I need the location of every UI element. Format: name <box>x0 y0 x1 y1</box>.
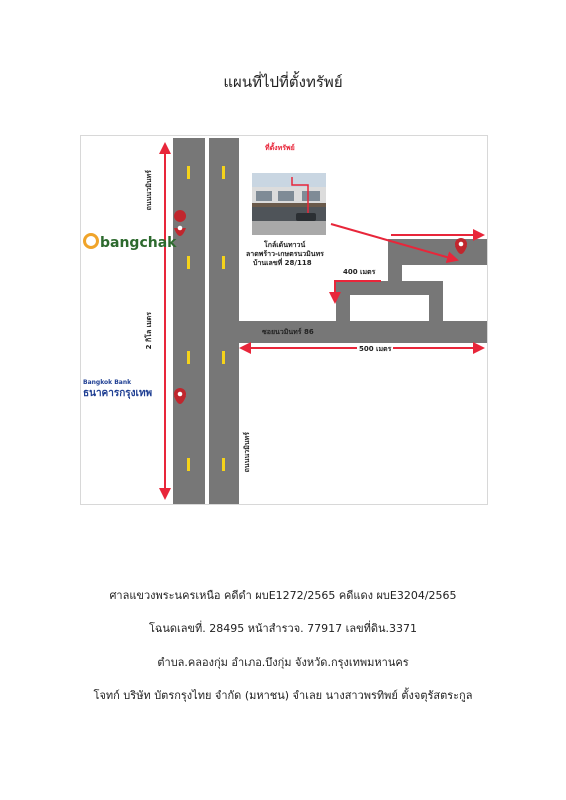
main-road-left <box>173 138 205 504</box>
property-photo <box>252 173 326 235</box>
main-road-right <box>209 138 239 504</box>
bangkok-bank-en: Bangkok Bank <box>83 379 132 386</box>
distance-500m-label: 500 เมตร <box>359 345 392 353</box>
bangkok-bank-th: ธนาคารกรุงเทพ <box>83 388 153 399</box>
road-label-left-bottom: ถนนนวมินทร์ <box>243 432 251 473</box>
location-map <box>80 135 488 505</box>
road-label-left-top: ถนนนวมินทร์ <box>145 170 153 211</box>
distance-400m-label: 400 เมตร <box>343 268 376 276</box>
bangchak-logo <box>83 233 176 251</box>
branch-road-right <box>429 281 443 321</box>
bangchak-ring-icon <box>83 233 99 249</box>
parties-line: โจทก์ บริษัท บัตรกรุงไทย จำกัด (มหาชน) จำเลย นางสาวพรทิพย์ ตั้งจตุรัสตระกูล <box>93 689 473 702</box>
bangkok-bank-logo <box>83 379 152 401</box>
bangchak-text: bangchak <box>100 235 177 251</box>
upper-road-horizontal <box>388 239 487 265</box>
property-area: ลาดพร้าว-เกษตรนวมินทร <box>246 250 324 258</box>
location-line: ตำบล.คลองกุ่ม อำเภอ.บึงกุ่ม จังหวัด.กรุงเทพมหานคร <box>157 656 409 669</box>
property-name: โกล์เด้นทาวน์ <box>264 241 306 249</box>
branch-road-horizontal <box>336 281 429 295</box>
soi-label: ซอยนวมินทร์ 86 <box>262 328 314 336</box>
court-case-line: ศาลแขวงพระนครเหนือ คดีดำ ผบE1272/2565 คดีแดง ผบE3204/2565 <box>109 589 457 602</box>
distance-2km-label: 2 กิโล เมตร <box>145 312 153 350</box>
deed-line: โฉนดเลขที่. 28495 หน้าสำรวจ. 77917 เลขที่ดิน.3371 <box>148 622 418 635</box>
page-title: แผนที่ไปที่ตั้งทรัพย์ <box>223 73 343 91</box>
property-house-no: บ้านเลขที่ 28/118 <box>253 259 312 267</box>
property-marker-label: ที่ตั้งทรัพย์ <box>265 144 295 152</box>
